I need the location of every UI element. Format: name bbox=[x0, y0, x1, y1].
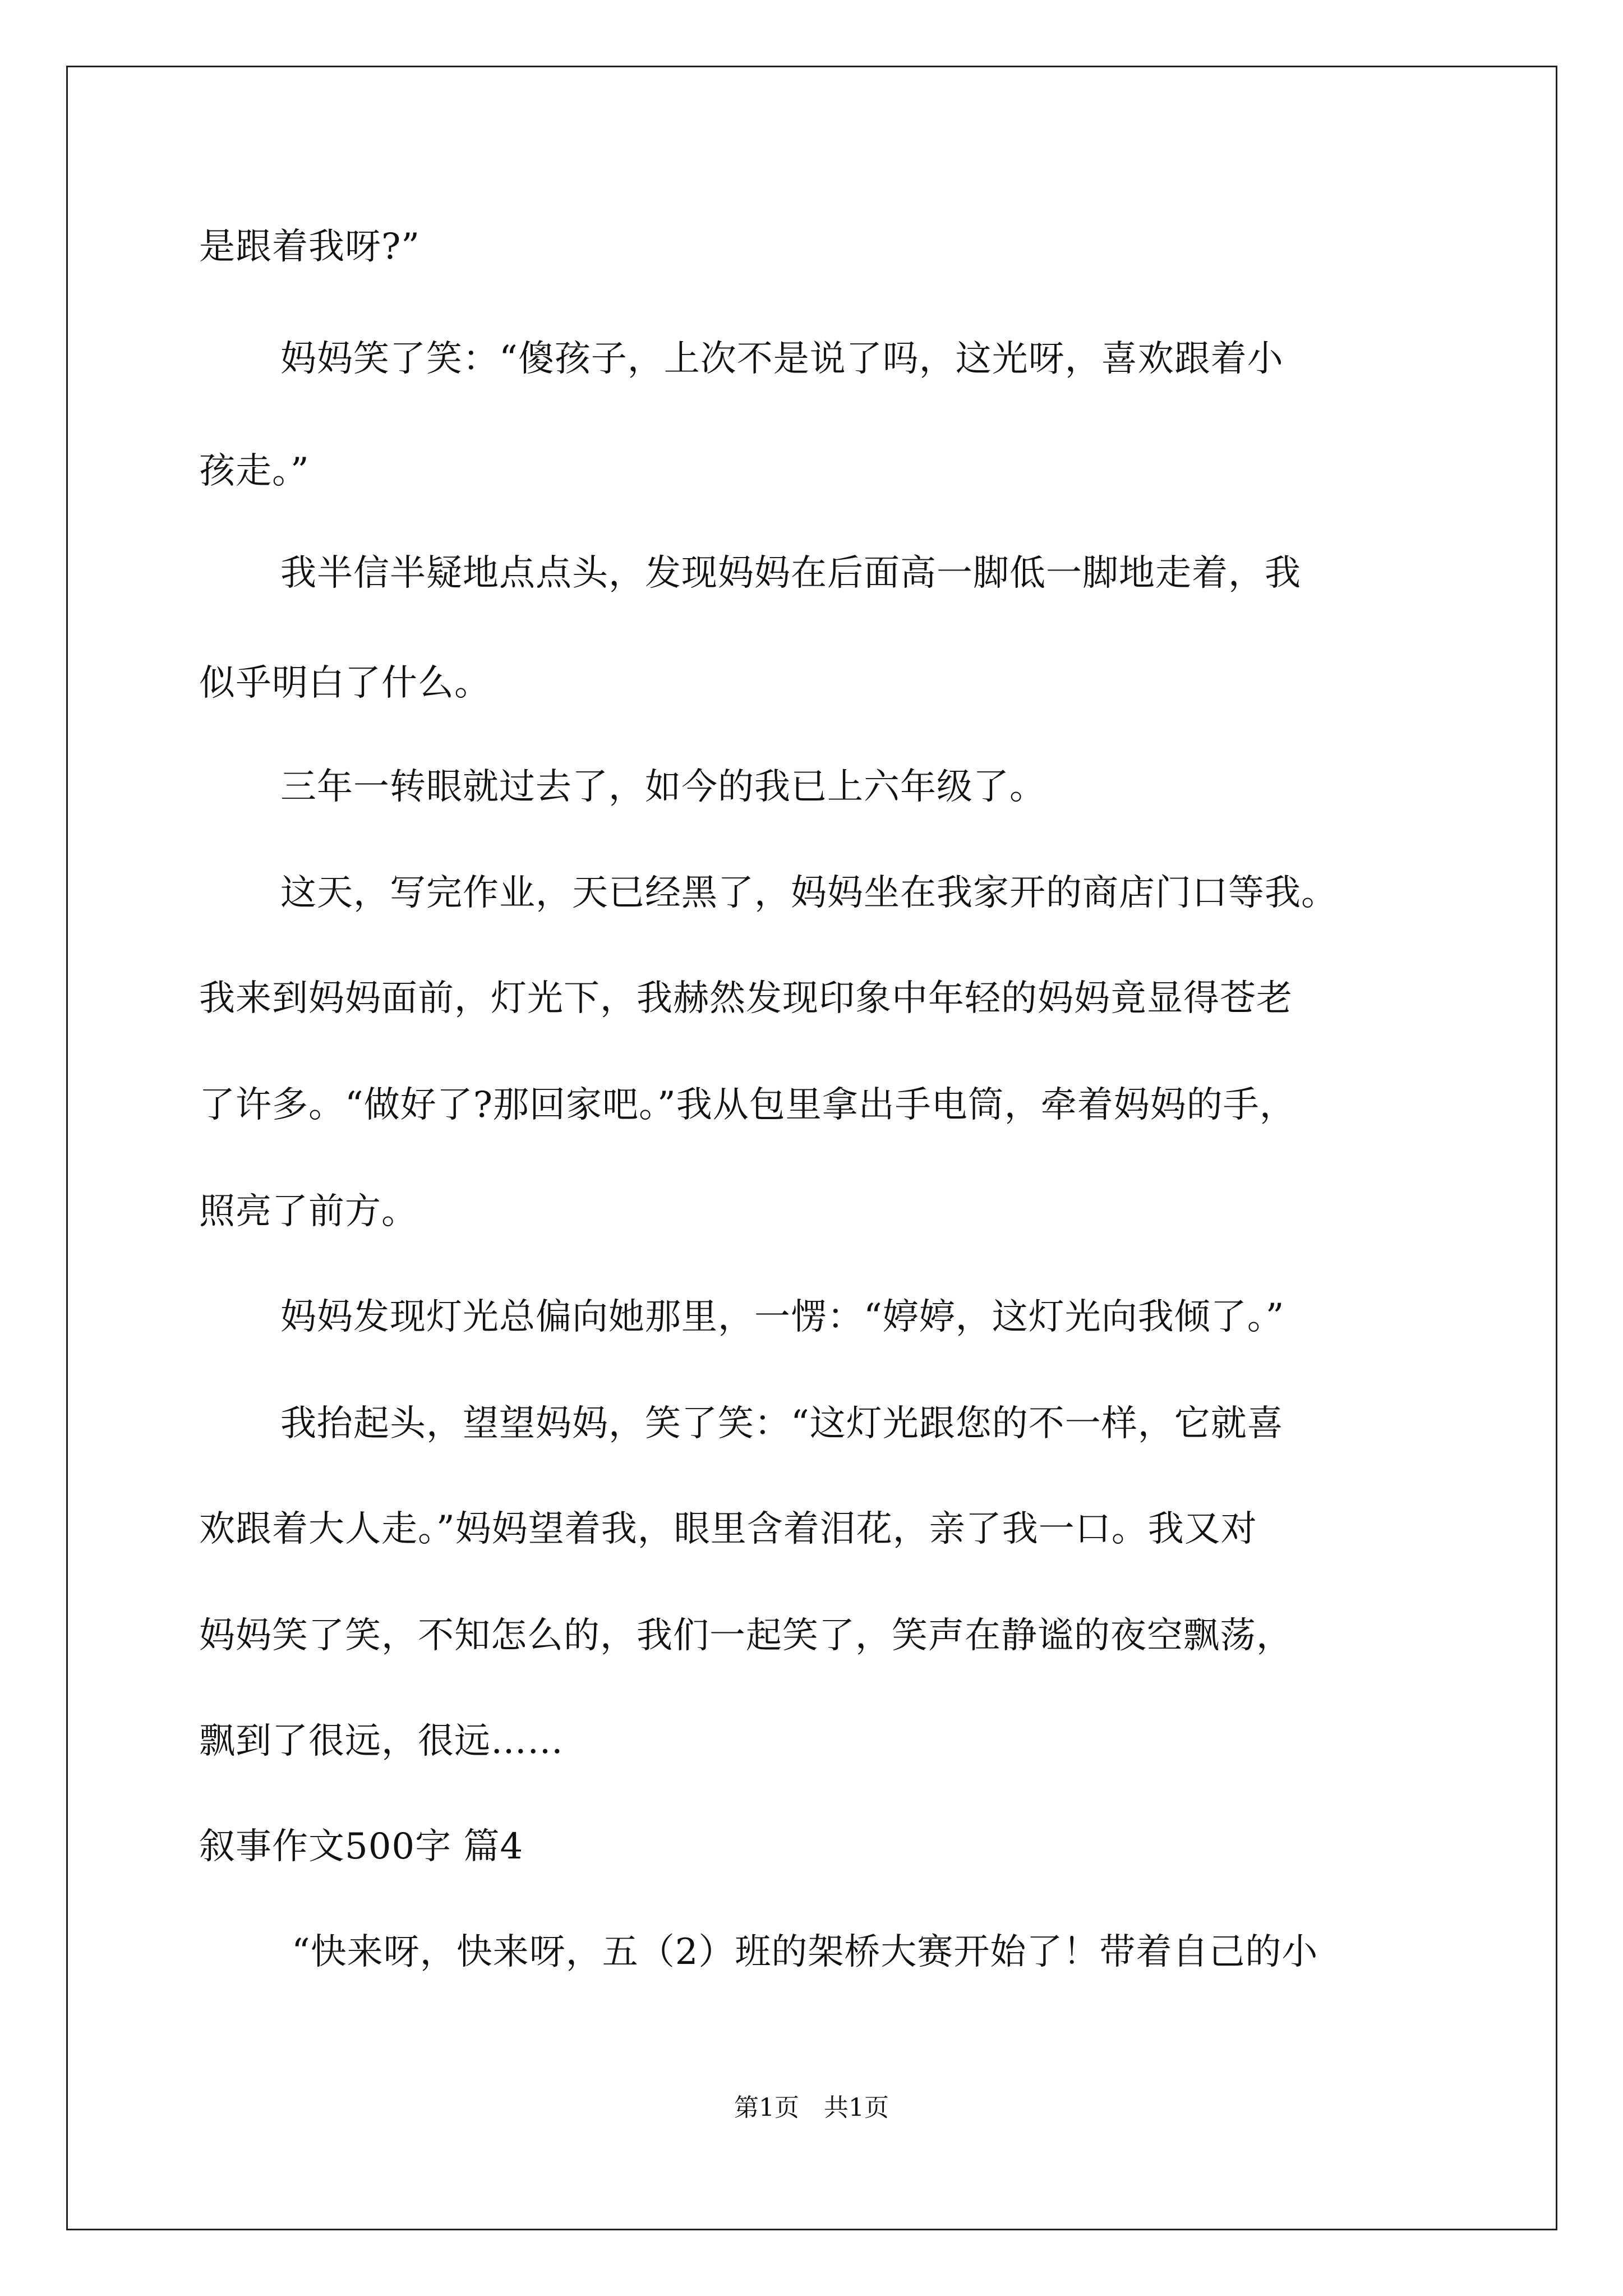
paragraph-line: 三年一转眼就过去了，如今的我已上六年级了。 bbox=[280, 766, 1046, 808]
paragraph-line: 这天，写完作业，天已经黑了，妈妈坐在我家开的商店门口等我。 bbox=[280, 872, 1338, 914]
text-line: 飘到了很远，很远…… bbox=[199, 1720, 564, 1762]
paragraph-line: 妈妈笑了笑：“傻孩子，上次不是说了吗，这光呀，喜欢跟着小 bbox=[280, 338, 1284, 380]
text-line: 照亮了前方。 bbox=[199, 1191, 418, 1232]
text-line: 我来到妈妈面前，灯光下，我赫然发现印象中年轻的妈妈竟显得苍老 bbox=[199, 978, 1293, 1019]
page-border bbox=[66, 66, 1557, 2230]
paragraph-line: 我抬起头，望望妈妈，笑了笑：“这灯光跟您的不一样，它就喜 bbox=[280, 1403, 1284, 1444]
text-line: 妈妈笑了笑，不知怎么的，我们一起笑了，笑声在静谧的夜空飘荡， bbox=[199, 1615, 1293, 1657]
paragraph-line: “快来呀，快来呀，五（2）班的架桥大赛开始了！带着自己的小 bbox=[292, 1931, 1318, 1973]
text-line: 似乎明白了什么。 bbox=[199, 662, 491, 704]
section-heading: 叙事作文500字 篇4 bbox=[199, 1826, 524, 1867]
text-line: 了许多。“做好了?那回家吧。”我从包里拿出手电筒，牵着妈妈的手， bbox=[199, 1084, 1296, 1126]
paragraph-line: 妈妈发现灯光总偏向她那里，一愣：“婷婷，这灯光向我倾了。” bbox=[280, 1296, 1285, 1338]
text-line: 欢跟着大人走。”妈妈望着我，眼里含着泪花，亲了我一口。我又对 bbox=[199, 1508, 1257, 1550]
text-line: 是跟着我呀?” bbox=[199, 226, 421, 268]
page-footer: 第1页 共1页 bbox=[734, 2093, 889, 2122]
paragraph-line: 我半信半疑地点点头，发现妈妈在后面高一脚低一脚地走着，我 bbox=[280, 553, 1301, 594]
text-line: 孩走。” bbox=[199, 450, 310, 492]
